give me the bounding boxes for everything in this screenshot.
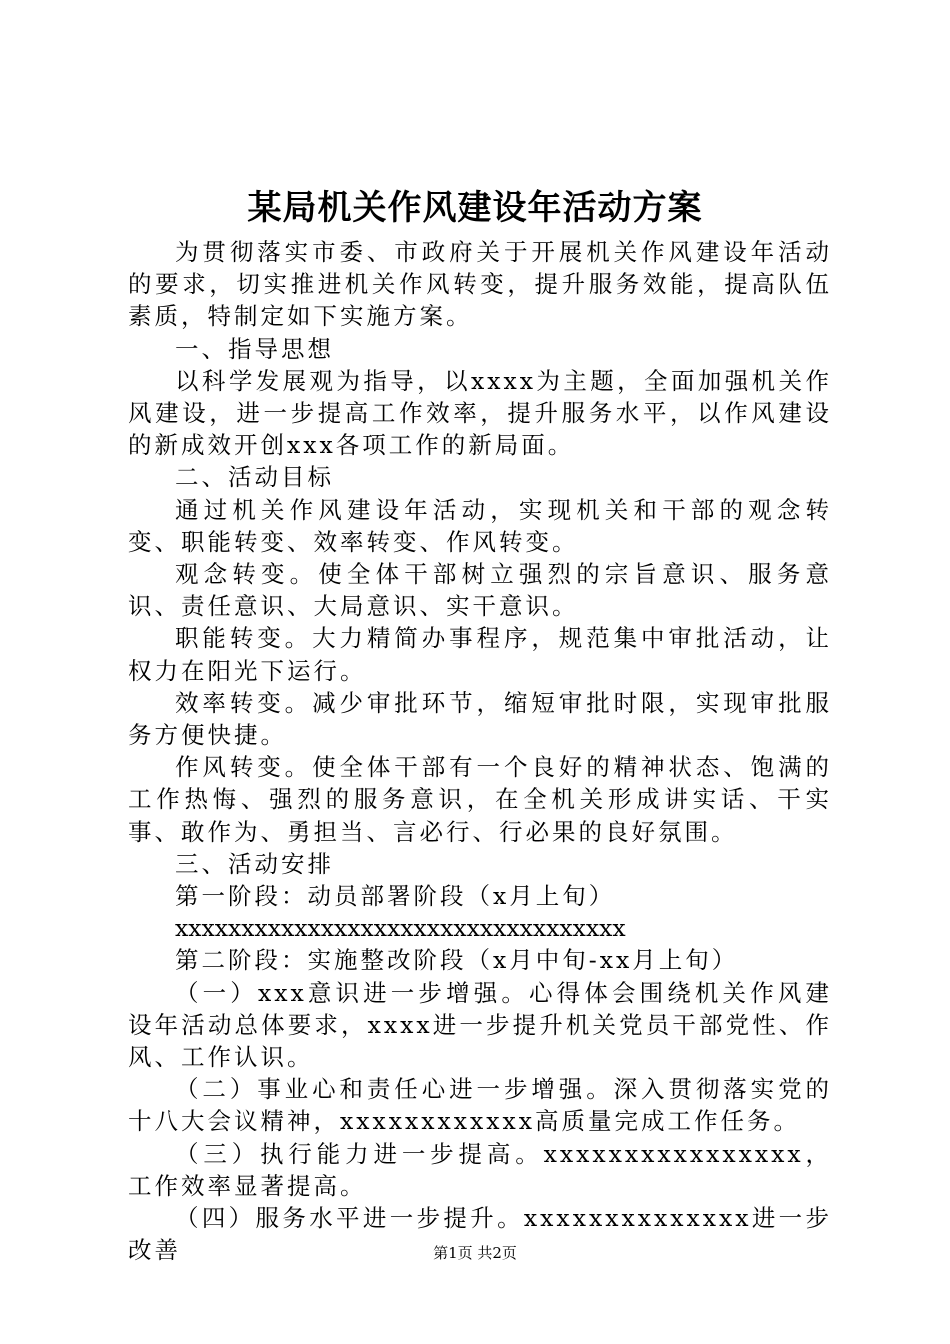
paragraph-function-change: 职能转变。大力精简办事程序，规范集中审批活动，让权力在阳光下运行。 <box>128 624 832 685</box>
document-body <box>128 236 832 1267</box>
paragraph-intro: 为贯彻落实市委、市政府关于开展机关作风建设年活动的要求，切实推进机关作风转变，提升服务效能，提高队伍素质，特制定如下实施方案。 <box>128 238 832 331</box>
document-title: 某局机关作风建设年活动方案 <box>247 188 703 228</box>
paragraph-item-four: （四）服务水平进一步提升。xxxxxxxxxxxxxx进一步改善 <box>128 1204 832 1265</box>
paragraph-goals-overview: 通过机关作风建设年活动，实现机关和干部的观念转变、职能转变、效率转变、作风转变。 <box>128 495 832 556</box>
paragraph-concept-change: 观念转变。使全体干部树立强烈的宗旨意识、服务意识、责任意识、大局意识、实干意识。 <box>128 560 832 621</box>
paragraph-item-one: （一）xxx意识进一步增强。心得体会围绕机关作风建设年活动总体要求，xxxx进一步提升机关党员干部党性、作风、工作认识。 <box>128 978 832 1072</box>
paragraph-placeholder-line: xxxxxxxxxxxxxxxxxxxxxxxxxxxxxxxxxx <box>175 914 626 943</box>
paragraph-guiding-thought: 以科学发展观为指导，以xxxx为主题，全面加强机关作风建设，进一步提高工作效率，提升服务水平，以作风建设的新成效开创xxx各项工作的新局面。 <box>128 366 832 460</box>
paragraph-phase-one: 第一阶段：动员部署阶段（x月上旬） <box>175 882 616 911</box>
section-heading-guiding-thought: 一、指导思想 <box>175 334 334 363</box>
paragraph-item-two: （二）事业心和责任心进一步增强。深入贯彻落实党的十八大会议精神，xxxxxxxxxxxx高质量完成工作任务。 <box>128 1075 832 1136</box>
paragraph-item-three: （三）执行能力进一步提高。xxxxxxxxxxxxxxxx，工作效率显著提高。 <box>128 1139 832 1200</box>
paragraph-style-change: 作风转变。使全体干部有一个良好的精神状态、饱满的工作热悔、强烈的服务意识，在全机关形成讲实话、干实事、敢作为、勇担当、言必行、行必果的良好氛围。 <box>128 753 832 846</box>
paragraph-efficiency-change: 效率转变。减少审批环节，缩短审批时限，实现审批服务方便快捷。 <box>128 688 832 750</box>
section-heading-activity-arrangement: 三、活动安排 <box>175 849 334 878</box>
section-heading-activity-goals: 二、活动目标 <box>175 463 334 492</box>
paragraph-phase-two: 第二阶段：实施整改阶段（x月中旬-xx月上旬） <box>175 946 739 975</box>
page-footer: 第1页 共2页 <box>433 1244 517 1262</box>
